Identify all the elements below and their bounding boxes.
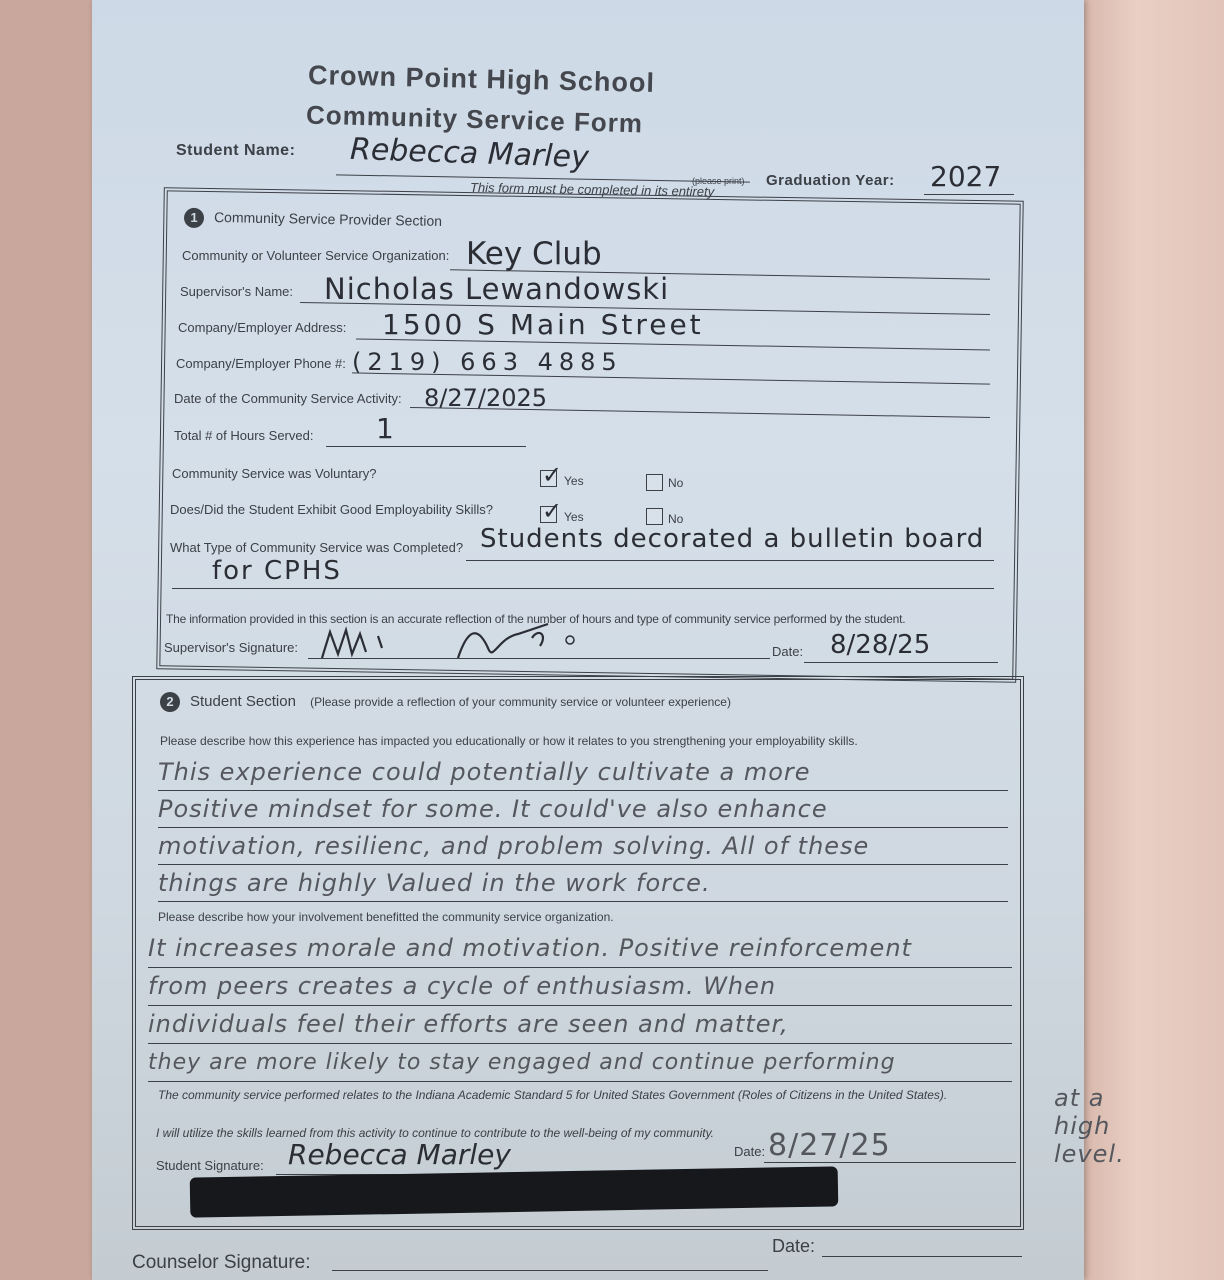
student-section-header bbox=[160, 692, 731, 712]
counselor-date-line bbox=[822, 1256, 1022, 1257]
org-value[interactable]: Key Club bbox=[466, 236, 602, 272]
school-name: Crown Point High School bbox=[307, 60, 656, 98]
supervisor-name-value[interactable]: Nicholas Lewandowski bbox=[324, 272, 670, 306]
student-signature-label: Student Signature: bbox=[156, 1158, 264, 1173]
student-date-label: Date: bbox=[734, 1144, 766, 1159]
student-date-line bbox=[764, 1162, 1016, 1163]
service-type-label: What Type of Community Service was Completed? bbox=[170, 540, 464, 555]
counselor-signature-label: Counselor Signature: bbox=[132, 1252, 311, 1273]
student-signature-value[interactable]: Rebecca Marley bbox=[288, 1138, 511, 1171]
supervisor-name-label: Supervisor's Name: bbox=[180, 284, 294, 299]
answer-1-line: things are highly Valued in the work force. bbox=[158, 865, 1008, 902]
answer-2-line: they are more likely to stay engaged and continue performing bbox=[148, 1044, 1012, 1082]
answer-2-line: It increases morale and motivation. Positive reinforcement bbox=[148, 930, 1012, 968]
graduation-year-value[interactable]: 2027 bbox=[930, 160, 1002, 193]
answer-2[interactable] bbox=[148, 930, 1012, 1082]
student-name-value[interactable]: Rebecca Marley bbox=[349, 131, 590, 176]
student-name-label: Student Name: bbox=[176, 142, 296, 159]
standard-statement-1: The community service performed relates to the Indiana Academic Standard 5 for United States Government (Roles of Citizens in the United States). bbox=[158, 1088, 948, 1102]
voluntary-question: Community Service was Voluntary? bbox=[172, 466, 377, 481]
standard-statement-2: I will utilize the skills learned from this activity to continue to contribute to the well-being of my community. bbox=[156, 1126, 715, 1140]
supervisor-date-label: Date: bbox=[772, 644, 804, 659]
answer-1-line: This experience could potentially cultivate a more bbox=[158, 754, 1008, 791]
activity-date-label: Date of the Community Service Activity: bbox=[174, 391, 402, 406]
employability-yes-checkbox[interactable] bbox=[540, 506, 557, 523]
answer-2-margin-note: at a high level. bbox=[1054, 1084, 1125, 1168]
entirety-note: This form must be completed in its entirety bbox=[469, 179, 715, 200]
answer-1-line: motivation, resilienc, and problem solving. All of these bbox=[158, 828, 1008, 865]
graduation-year-line bbox=[924, 194, 1014, 195]
phone-value[interactable]: (219) 663 4885 bbox=[352, 348, 623, 376]
service-type-value-line1[interactable]: Students decorated a bulletin board bbox=[480, 524, 985, 554]
answer-1-line: Positive mindset for some. It could've also enhance bbox=[158, 791, 1008, 828]
form-title: Community Service Form bbox=[305, 99, 644, 139]
employability-yes-label: Yes bbox=[564, 510, 584, 524]
voluntary-no-checkbox[interactable] bbox=[646, 474, 663, 491]
address-value[interactable]: 1500 S Main Street bbox=[382, 308, 704, 341]
student-section-title: Student Section bbox=[190, 692, 296, 710]
hours-label: Total # of Hours Served: bbox=[174, 428, 314, 443]
section-number-1: 1 bbox=[184, 208, 204, 228]
graduation-year-label: Graduation Year: bbox=[766, 172, 895, 189]
answer-2-line: individuals feel their efforts are seen and matter, bbox=[148, 1006, 1012, 1044]
question-1: Please describe how this experience has impacted you educationally or how it relates to you strengthening your employability skills. bbox=[160, 734, 858, 748]
employability-no-checkbox[interactable] bbox=[646, 508, 663, 525]
answer-1[interactable] bbox=[158, 754, 1008, 902]
supervisor-signature-line bbox=[308, 658, 770, 659]
provider-section-title: Community Service Provider Section bbox=[213, 208, 443, 229]
attestation-text: The information provided in this section is an accurate reflection of the number of hours and type of community service performed by the student. bbox=[166, 612, 906, 626]
address-label: Company/Employer Address: bbox=[178, 320, 347, 335]
answer-2-line: from peers creates a cycle of enthusiasm. When bbox=[148, 968, 1012, 1006]
student-section-subtitle: (Please provide a reflection of your community service or volunteer experience) bbox=[310, 694, 731, 709]
voluntary-yes-checkbox[interactable] bbox=[540, 470, 557, 487]
supervisor-date-line bbox=[804, 662, 998, 663]
student-date-value[interactable]: 8/27/25 bbox=[768, 1128, 891, 1163]
service-type-line1 bbox=[466, 560, 994, 561]
employability-no-label: No bbox=[668, 512, 684, 526]
voluntary-no-label: No bbox=[668, 476, 684, 490]
hours-value[interactable]: 1 bbox=[376, 412, 394, 445]
counselor-signature-line bbox=[332, 1270, 768, 1271]
activity-date-value[interactable]: 8/27/2025 bbox=[424, 384, 548, 412]
voluntary-yes-label: Yes bbox=[564, 474, 584, 488]
employability-question: Does/Did the Student Exhibit Good Employability Skills? bbox=[170, 502, 493, 517]
hours-line bbox=[326, 446, 526, 447]
supervisor-date-value[interactable]: 8/28/25 bbox=[830, 630, 931, 660]
question-2: Please describe how your involvement benefitted the community service organization. bbox=[158, 910, 614, 924]
counselor-date-label: Date: bbox=[772, 1236, 816, 1256]
service-type-value-line2[interactable]: for CPHS bbox=[212, 556, 342, 586]
section-number-2: 2 bbox=[160, 692, 180, 712]
supervisor-signature[interactable] bbox=[318, 618, 598, 668]
supervisor-signature-label: Supervisor's Signature: bbox=[164, 640, 298, 655]
phone-label: Company/Employer Phone #: bbox=[176, 356, 346, 371]
service-type-line2 bbox=[172, 588, 994, 589]
org-label: Community or Volunteer Service Organization: bbox=[182, 248, 450, 263]
please-print-note: (please print) bbox=[692, 176, 745, 186]
